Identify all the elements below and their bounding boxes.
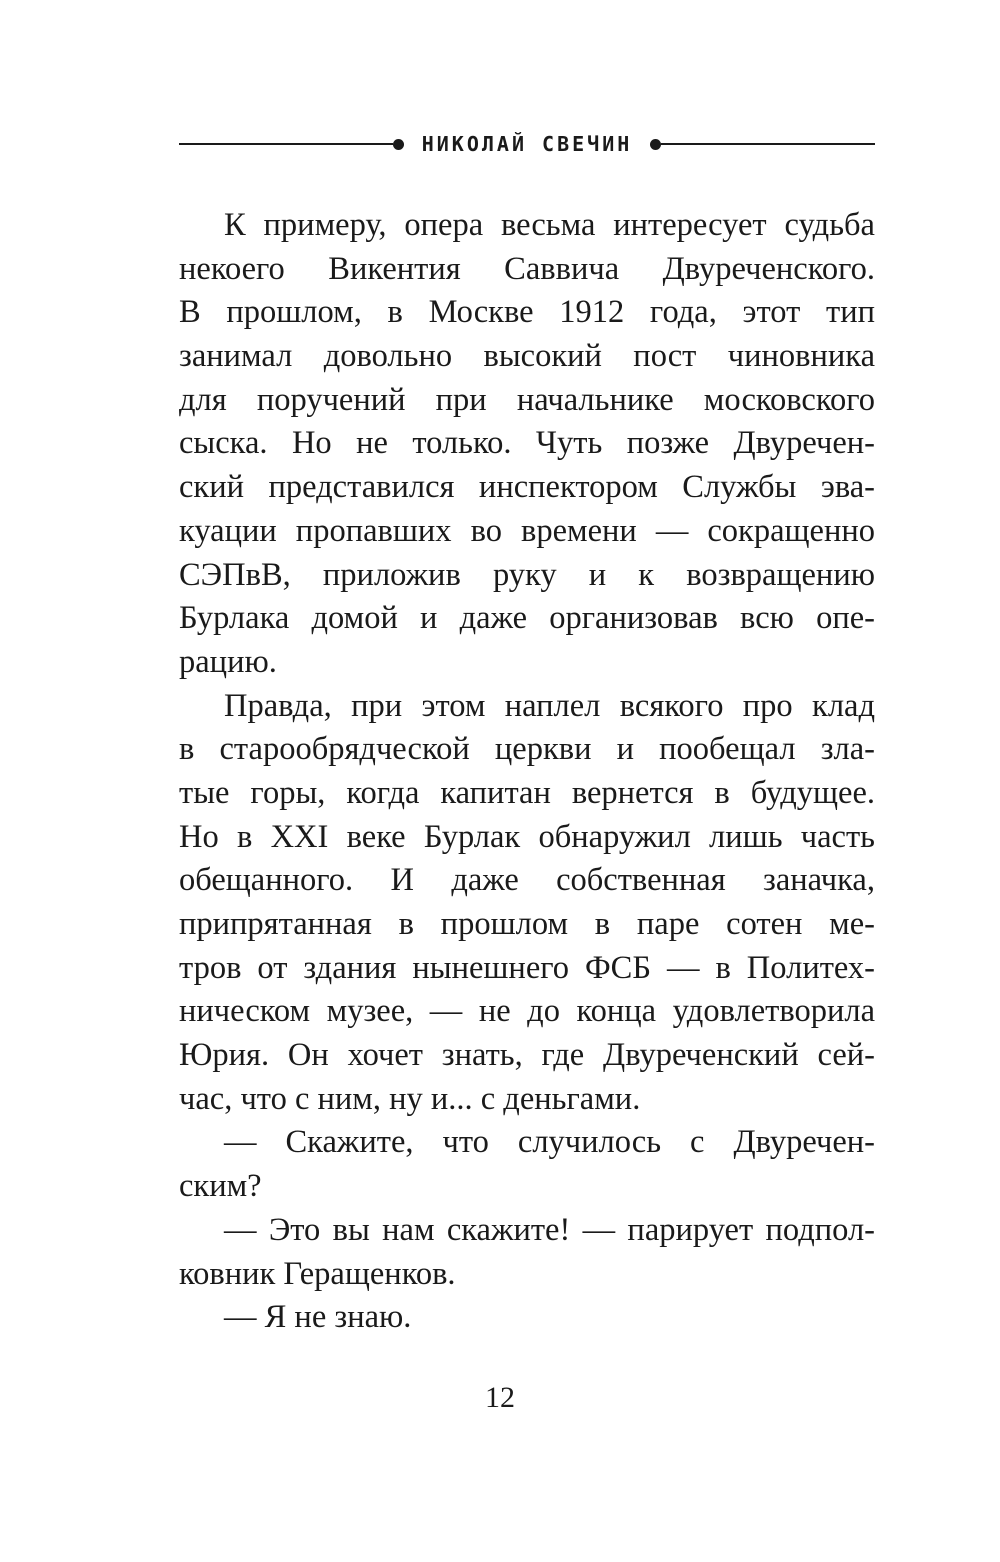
text-line: ническом музее, — не до конца удовлетворила [179,993,875,1030]
text-line: ковник Геращенков. [179,1255,456,1292]
text-line: — Это вы нам скажите! — парирует подпол- [224,1211,875,1248]
text-line: тров от здания нынешнего ФСБ — в Политех- [179,949,875,986]
text-line: час, что с ним, ну и... с деньгами. [179,1080,641,1117]
text-line: Правда, при этом наплел всякого про клад [224,687,875,724]
text-line: ским? [179,1168,262,1205]
author-name: НИКОЛАЙ СВЕЧИН [421,132,633,156]
text-line: В прошлом, в Москве 1912 года, этот тип [179,294,875,331]
text-line: обещанного. И даже собственная заначка, [179,862,875,899]
header-dot-left [393,139,404,150]
text-line: куации пропавших во времени — сокращенно [179,512,875,549]
text-line: Юрия. Он хочет знать, где Двуреченский сей- [179,1037,875,1074]
text-line: для поручений при начальнике московского [179,381,875,418]
text-line: занимал довольно высокий пост чиновника [179,338,875,375]
page-number: 12 [485,1381,515,1414]
text-line: Бурлака домой и даже организовав всю опе- [179,600,875,637]
text-line: Но в XXI веке Бурлак обнаружил лишь часть [179,818,875,855]
text-line: — Скажите, что случилось с Двуречен- [224,1124,875,1161]
text-line: ский представился инспектором Службы эва- [179,469,875,506]
text-line: СЭПвВ, приложив руку и к возвращению [179,556,875,593]
text-line: К примеру, опера весьма интересует судьба [224,207,875,243]
header-dot-right [650,139,661,150]
text-line: тые горы, когда капитан вернется в будущее. [179,774,875,811]
text-line: рацию. [179,643,277,680]
text-line: в старообрядческой церкви и пообещал зла- [179,731,875,768]
header-rule-left [179,143,393,145]
text-line: припрятанная в прошлом в паре сотен ме- [179,906,875,942]
body-text [179,204,875,1340]
text-line: — Я не знаю. [224,1299,412,1336]
text-line: некоего Викентия Саввича Двуреченского. [179,250,875,287]
header-rule-right [661,143,875,145]
text-line: сыска. Но не только. Чуть позже Двуречен- [179,425,875,462]
running-header [179,124,875,164]
